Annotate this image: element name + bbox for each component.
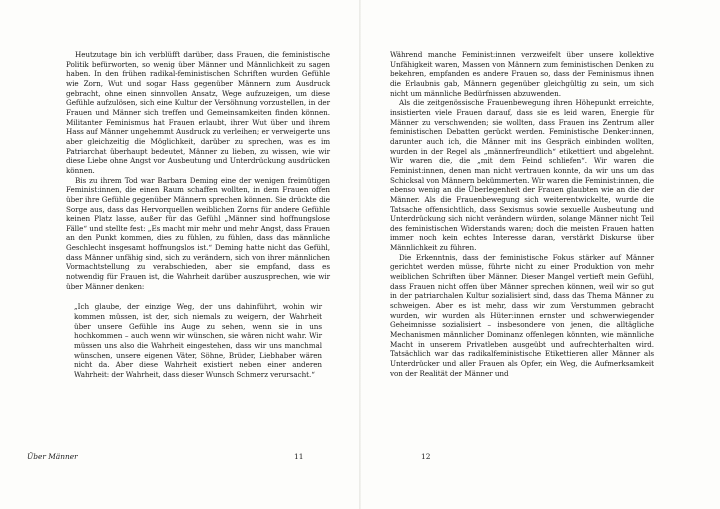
right-page-text: [390, 50, 654, 378]
left-page: [0, 0, 359, 509]
left-page-text: [66, 50, 330, 391]
paragraph: Während manche Feminist:innen verzweifelt über unsere kollektive Unfähigkeit waren, Massen von Männern zum feministischen Denken zu bekehren, empfanden es andere Frauen so, dass der Feminismus ihnen die Erlaubnis gab, Männern gegenüber gleichgültig zu sein, um sich nicht um männliche Bedürfnissen abzuwenden.: [390, 50, 654, 98]
paragraph: Die Erkenntnis, dass der feministische Fokus stärker auf Männer gerichtet werden müsse, führte nicht zu einer Produktion von mehr weiblichen Schriften über Männer. Dieser Mangel vertieft mein Gefühl, dass Frauen nicht offen über Männer sprechen können, weil wir so gut in der patriarchalen Kultur sozialisiert sind, dass das Thema Männer zu schweigen. Aber es ist mehr, dass wir zum Verstummen gebracht wurden, wir wurden als Hüter:innen ernster und schwerwiegender Geheimnisse sozialisiert – insbesondere von jenen, die alltägliche Mechanismen männlicher Dominanz offenlegen könnten, wie männliche Macht in unserem Privatleben ausgeübt und aufrechterhalten wird. Tatsächlich war das radikalfeministische Etikettieren aller Männer als Unterdrücker und aller Frauen als Opfer, ein Weg, die Aufmerksamkeit von der Realität der Männer und: [390, 252, 654, 378]
page-number: 12: [421, 452, 431, 461]
paragraph: Als die zeitgenössische Frauenbewegung ihren Höhepunkt erreichte, insistierten viele Frauen darauf, dass sie es leid waren, Energie für Männer zu verschwenden; sie wollten, dass Frauen ins Zentrum aller feministischen Debatten gerückt werden. Feministische Denker:innen, darunter auch ich, die Männer mit ins Gespräch einbinden wollten, wurden in der Regel als „männerfreundlich“ etikettiert und abgelehnt. Wir waren die, die „mit dem Feind schliefen“. Wir waren die Feminist:innen, denen man nicht vertrauen konnte, da wir uns um das Schicksal von Männern bekümmerten. Wir waren die Feminist:innen, die ebenso wenig an die Überlegenheit der Frauen glaubten wie an die der Männer. Als die Frauenbewegung sich weiterentwickelte, wurde die Tatsache offensichtlich, dass Sexismus sowie sexuelle Ausbeutung und Unterdrückung sich nicht verändern würden, solange Männer nicht Teil des feministischen Widerstands waren; doch die meisten Frauen hatten immer noch kein echtes Interesse daran, verstärkt Diskurse über Männlichkeit zu führen.: [390, 98, 654, 253]
running-footer-title: Über Männer: [27, 452, 78, 461]
page-number: 11: [294, 452, 304, 461]
block-quote: „Ich glaube, der einzige Weg, der uns dahinführt, wohin wir kommen müssen, ist der, sich niemals zu weigern, der Wahrheit über unsere Gefühle ins Auge zu sehen, wenn sie in uns hochkommen – auch wenn wir wünschen, sie wären nicht wahr. Wir müssen uns also die Wahrheit eingestehen, dass wir uns manchmal wünschen, unsere eigenen Väter, Söhne, Brüder, Liebhaber wären nicht da. Aber diese Wahrheit existiert neben einer anderen Wahrheit: der Wahrheit, dass dieser Wunsch Schmerz verursacht.“: [74, 302, 322, 379]
paragraph: Heutzutage bin ich verblüfft darüber, dass Frauen, die feministische Politik befürworten, so wenig über Männer und Männlichkeit zu sagen haben. In den frühen radikal-feministischen Schriften wurden Gefühle wie Zorn, Wut und sogar Hass gegenüber Männern zum Ausdruck gebracht, ohne einen sinnvollen Ansatz, Wege aufzuzeigen, um diese Gefühle aufzulösen, sich eine Kultur der Versöhnung vorzustellen, in der Frauen und Männer sich treffen und Gemeinsamkeiten finden können. Militanter Feminismus hat Frauen erlaubt, ihrer Wut über und ihrem Hass auf Männer ungehemmt Ausdruck zu verleihen; er verweigerte uns aber gleichzeitig die Möglichkeit, darüber zu sprechen, was es im Patriarchat überhaupt bedeutet, Männer zu lieben, zu wissen, wie wir diese Liebe ohne Angst vor Ausbeutung und Unterdrückung ausdrücken können.: [66, 50, 330, 175]
right-page: [361, 0, 720, 509]
paragraph: Bis zu ihrem Tod war Barbara Deming eine der wenigen freimütigen Feminist:innen, die einen Raum schaffen wollten, in dem Frauen offen über ihre Gefühle gegenüber Männern sprechen können. Sie drückte die Sorge aus, dass das Hervorquellen weiblichen Zorns für andere Gefühle keinen Platz lasse, außer für das Gefühl „Männer sind hoffnungslose Fälle“ und stellte fest: „Es macht mir mehr und mehr Angst, dass Frauen an den Punkt kommen, dies zu fühlen, zu fühlen, dass das männliche Geschlecht insgesamt hoffnungslos ist.“ Deming hatte nicht das Gefühl, dass Männer unfähig sind, sich zu verändern, sich von ihrer männlichen Vormachtstellung zu verabschieden, aber sie empfand, dass es notwendig für Frauen ist, die Wahrheit darüber auszusprechen, wie wir über Männer denken:: [66, 175, 330, 291]
